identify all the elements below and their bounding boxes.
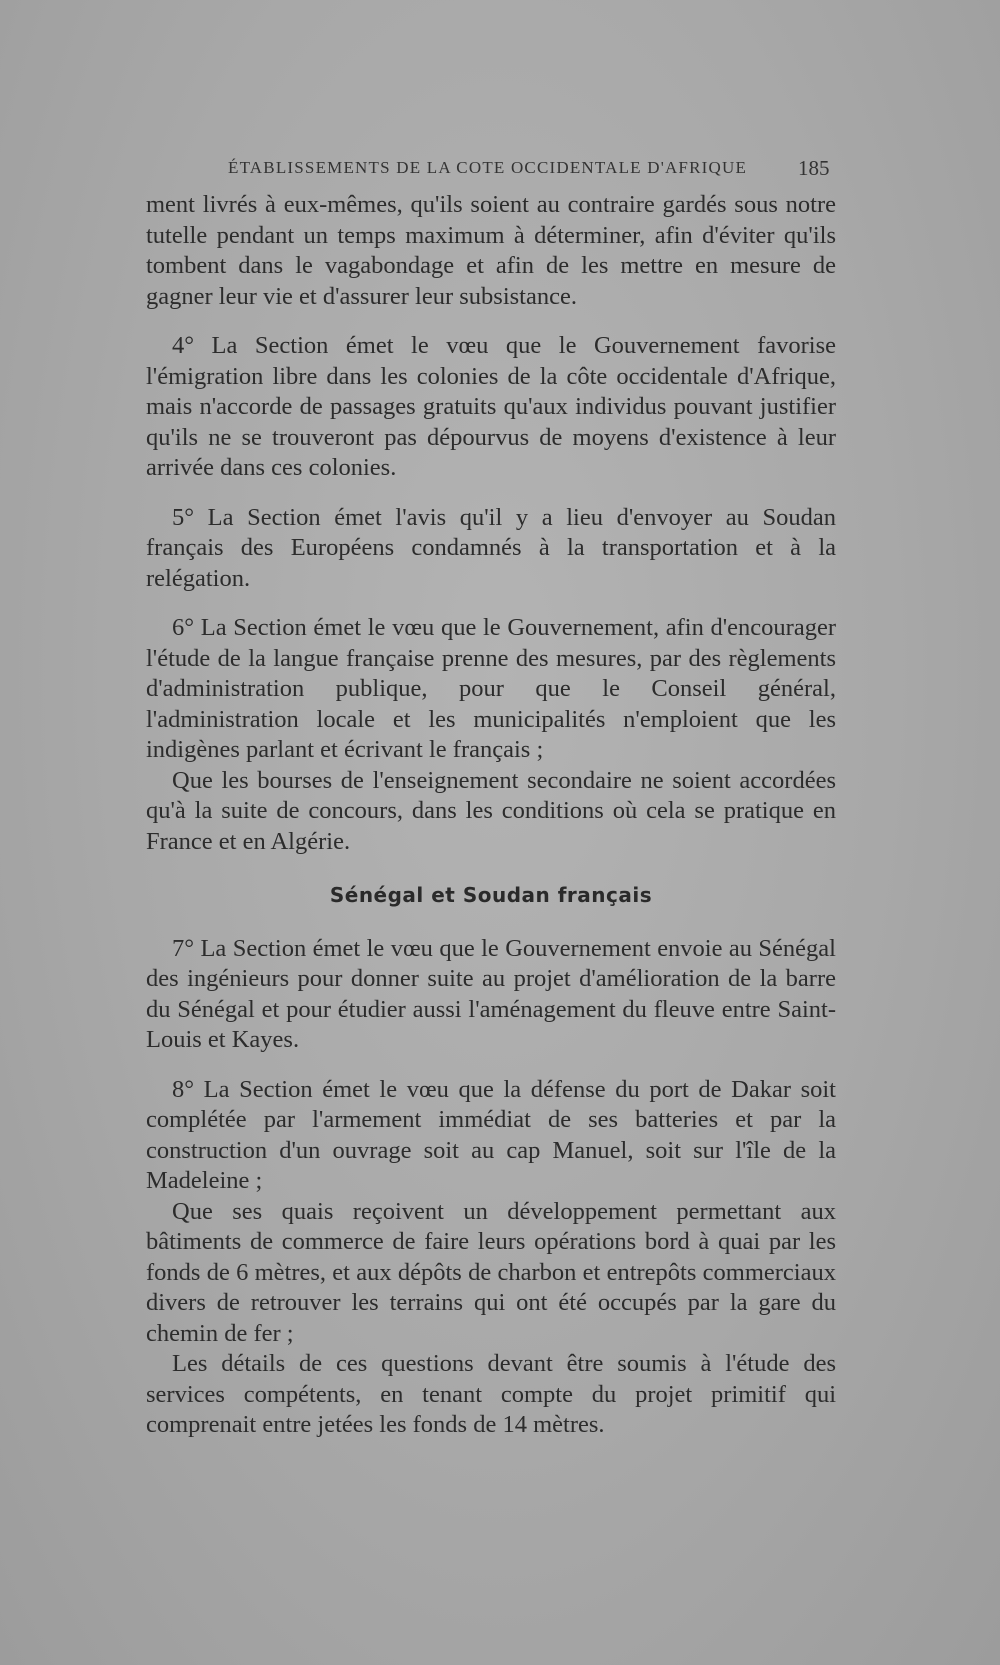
body-text: [146, 190, 836, 1441]
paragraph-item-7: 7° La Section émet le vœu que le Gouvernement envoie au Sénégal des ingénieurs pour donner suite au projet d'amélioration de la barre du Sénégal et pour étudier aussi l'aménagement du fleuve entre Saint-Louis et Kayes.: [146, 934, 836, 1053]
paragraph-item-8: 8° La Section émet le vœu que la défense du port de Dakar soit complétée par l'armement immédiat de ses batteries et par la construction d'un ouvrage soit au cap Manuel, soit sur l'île de la Madeleine ;: [146, 1075, 836, 1194]
section-heading: Sénégal et Soudan français: [329, 883, 653, 907]
paragraph-continuation: ment livrés à eux-mêmes, qu'ils soient au contraire gardés sous notre tutelle pendant un temps maximum à déterminer, afin d'éviter qu'ils tombent dans le vagabondage et afin de les mettre en mesure de gagner leur vie et d'assurer leur subsistance.: [146, 191, 836, 310]
paragraph-item-4: 4° La Section émet le vœu que le Gouvernement favorise l'émigration libre dans les colonies de la côte occidentale d'Afrique, mais n'accorde de passages gratuits qu'aux individus pouvant justifier qu'ils ne se trouveront pas dépourvus de moyens d'existence à leur arrivée dans ces colonies.: [146, 332, 836, 481]
page-number: 185: [798, 156, 830, 180]
paragraph-item-8-quais: Que ses quais reçoivent un développement permettant aux bâtiments de commerce de faire leurs opérations bord à quai par les fonds de 6 mètres, et aux dépôts de charbon et entrepôts commerciaux divers de retrouver les terrains qui ont été occupés par la gare du chemin de fer ;: [146, 1197, 836, 1347]
paragraph-item-8-details: Les détails de ces questions devant être soumis à l'étude des services compétents, en tenant compte du projet primitif qui comprenait entre jetées les fonds de 14 mètres.: [146, 1350, 836, 1438]
paragraph-item-5: 5° La Section émet l'avis qu'il y a lieu d'envoyer au Soudan français des Européens condamnés à la transportation et à la relégation.: [146, 503, 836, 592]
paragraph-item-6: 6° La Section émet le vœu que le Gouvernement, afin d'encourager l'étude de la langue française prenne des mesures, par des règlements d'administration publique, pour que le Conseil général, l'administration locale et les municipalités n'emploient que les indigènes parlant et écrivant le français ;: [146, 614, 836, 763]
running-title: ÉTABLISSEMENTS DE LA COTE OCCIDENTALE D'AFRIQUE: [228, 158, 748, 177]
paragraph-item-6-continued: Que les bourses de l'enseignement secondaire ne soient accordées qu'à la suite de concours, dans les conditions où cela se pratique en France et en Algérie.: [146, 766, 836, 855]
